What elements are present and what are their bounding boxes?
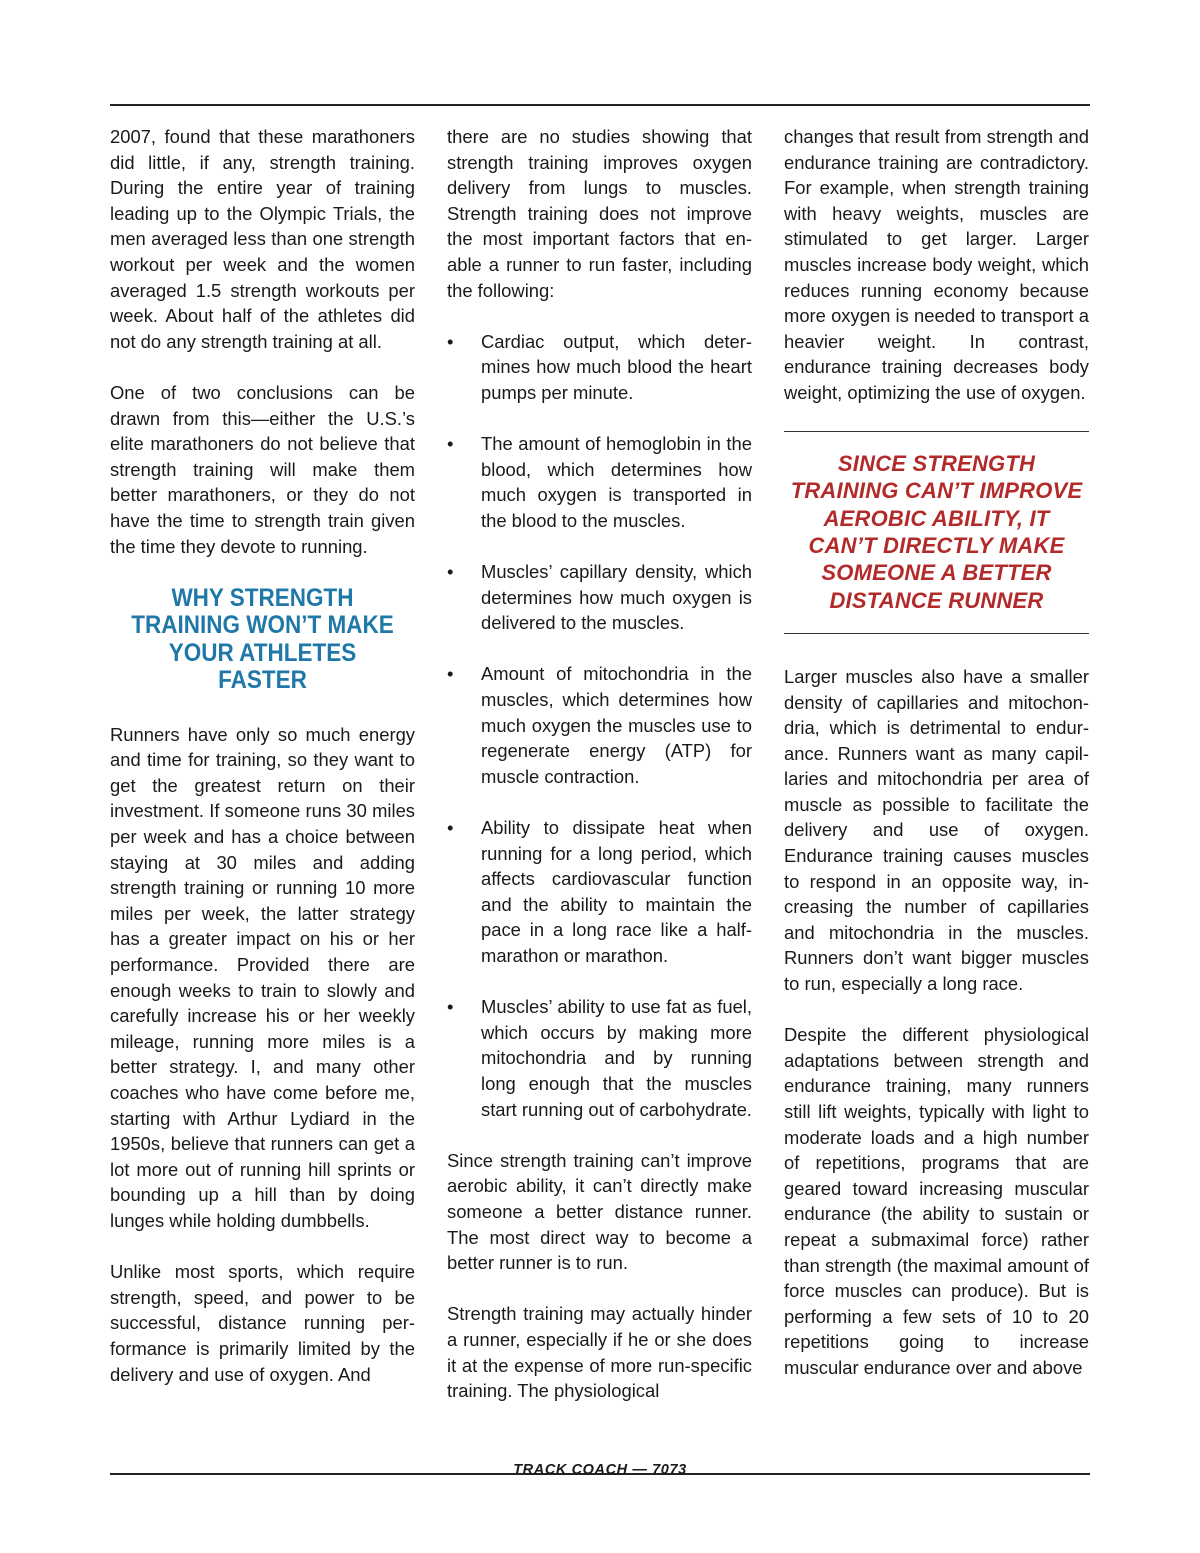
body-paragraph: there are no studies showing that strength training improves oxygen delivery from lungs to muscles. Strength training does not improve the most important factors that enable a runner to run faster, including the following: xyxy=(447,126,752,301)
list-item xyxy=(447,329,752,406)
factor-list xyxy=(447,329,752,1122)
list-item xyxy=(447,994,752,1122)
body-paragraph: Strength training may actually hinder a runner, especially if he or she does it at the expense of more run-specific training. The physiological xyxy=(447,1303,752,1402)
column-3 xyxy=(784,124,1089,1406)
body-paragraph: Unlike most sports, which require strength, speed, and power to be successful, distance running performance is primarily limited by the delivery and use of oxygen. And xyxy=(110,1261,415,1385)
body-paragraph: Larger muscles also have a smaller density of capillaries and mitochondria, which is detrimental to endurance. Runners want as many capillaries and mitochondria per area of muscle as possible to facilitate the delivery and use of oxygen. Endurance training causes muscles to respond in an opposite way, increasing the number of capillaries and mitochondria in the muscles. Runners don’t want bigger muscles to run, especially a long race. xyxy=(784,665,1089,995)
column-2 xyxy=(447,124,752,1429)
pull-quote-top-rule xyxy=(784,431,1089,432)
bullet-icon: • xyxy=(447,561,454,583)
body-paragraph: changes that result from strength and endurance training are contradictory. For example, when strength training with heavy weights, muscles are stimulated to get larger. Larger muscles increase body weight, which reduces running economy because more oxygen is needed to transport a heavier weight. In contrast, endurance training decreases body weight, optimizing the use of oxygen. xyxy=(784,126,1089,403)
bullet-icon: • xyxy=(447,663,454,685)
body-paragraph: Despite the different physiological adaptations between strength and endurance training, many runners still lift weights, typically with light to moderate loads and a high number of repetitions, programs that are geared toward increasing muscular endurance (the ability to sustain or repeat a submaximal force) rather than strength (the maximal amount of force muscles can produce). But is performing a few sets of 10 to 20 repetitions going to increase muscular endurance over and above xyxy=(784,1024,1089,1378)
body-paragraph: One of two conclusions can be drawn from this—either the U.S.’s elite marathoners do not believe that strength training will make them better marathoners, or they do not have the time to strength train given the time they devote to running. xyxy=(110,381,415,557)
list-item-text: Amount of mitochondria in the muscles, which determines how much oxygen the muscles use to regenerate energy (ATP) for muscle contraction. xyxy=(481,663,752,787)
bullet-icon: • xyxy=(447,330,454,352)
list-item-text: Muscles’ capillary density, which determines how much oxygen is delivered to the muscles. xyxy=(481,561,752,634)
pull-quote-block xyxy=(784,431,1089,634)
footer-text: TRACK COACH — 7073 xyxy=(513,1462,687,1478)
list-item xyxy=(447,661,752,789)
list-item xyxy=(447,431,752,533)
body-paragraph: Runners have only so much energy and time for training, so they want to get the greatest return on their investment. If someone runs 30 miles per week and has a choice between staying at 30 miles and adding strength training or running 10 more miles per week, the latter strategy has a greater impact on his or her performance. Provided there are enough weeks to train to slowly and carefully increase his or her weekly mileage, running more miles is a better strategy. I, and many other coaches who have come before me, starting with Arthur Lydiard in the 1950s, believe that runners can get a lot more out of running hill sprints or bounding up a hill than by doing lunges while holding dumbbells. xyxy=(110,723,415,1231)
list-item-text: Muscles’ ability to use fat as fuel, which occurs by making more mitochondria and by running long enough that the muscles start running out of carbohydrate. xyxy=(481,996,752,1120)
body-paragraph: 2007, found that these marathoners did little, if any, strength training. During the entire year of training leading up to the Olympic Trials, the men averaged less than one strength workout per week and the women averaged 1.5 strength workouts per week. About half of the athletes did not do any strength training at all. xyxy=(110,126,415,352)
bullet-icon: • xyxy=(447,996,454,1018)
list-item-text: The amount of hemoglobin in the blood, which determines how much oxygen is transported in the blood to the muscles. xyxy=(481,433,752,531)
body-paragraph: Since strength training can’t improve aerobic ability, it can’t directly make someone a better distance runner. The most direct way to become a better runner is to run. xyxy=(447,1149,752,1274)
section-heading: WHY STRENGTH TRAINING WON’T MAKE YOUR ATHLETES FASTER xyxy=(131,583,394,695)
column-1 xyxy=(110,124,415,1413)
bullet-icon: • xyxy=(447,433,454,455)
pull-quote: SINCE STRENGTH TRAINING CAN’T IMPROVE AEROBIC ABILITY, IT CAN’T DIRECTLY MAKE SOMEONE A BETTER DISTANCE RUNNER xyxy=(790,451,1083,613)
list-item xyxy=(447,559,752,636)
top-rule xyxy=(110,104,1090,106)
list-item xyxy=(447,815,752,969)
bullet-icon: • xyxy=(447,817,454,839)
page-footer xyxy=(0,1461,1200,1479)
pull-quote-bottom-rule xyxy=(784,633,1089,634)
list-item-text: Cardiac output, which determines how much blood the heart pumps per minute. xyxy=(481,330,752,403)
list-item-text: Ability to dissipate heat when running for a long period, which affects cardiovascular function and the ability to maintain the pace in a long race like a half-marathon or marathon. xyxy=(481,817,752,966)
